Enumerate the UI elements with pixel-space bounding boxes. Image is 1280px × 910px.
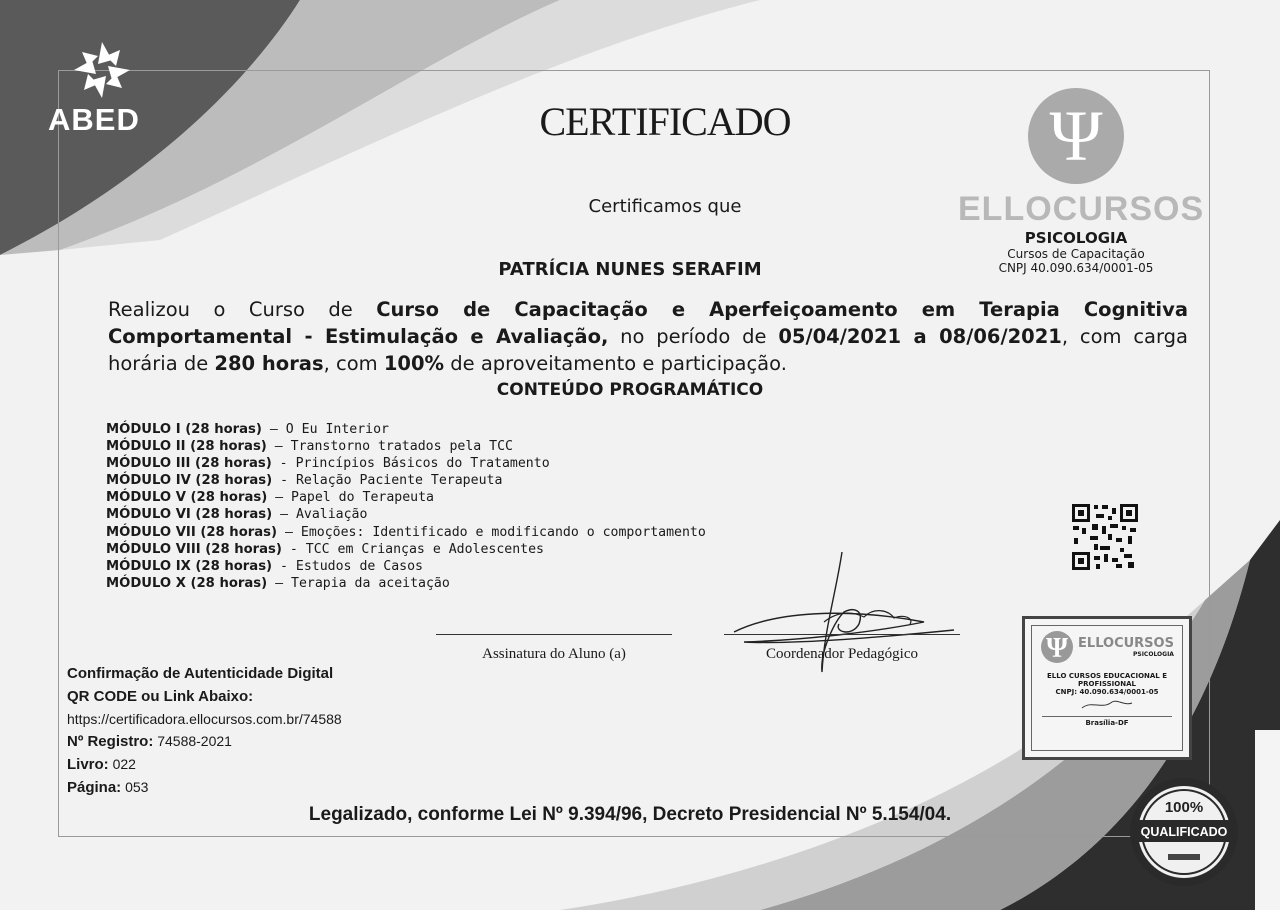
- qr-code-icon[interactable]: [1070, 502, 1140, 572]
- verification-subtitle: QR CODE ou Link Abaixo:: [67, 688, 254, 705]
- period-prefix: no período de: [608, 325, 779, 348]
- student-signature-line: [436, 634, 672, 635]
- module-item: MÓDULO VIII (28 horas) - TCC em Crianças e Adolescentes: [106, 541, 544, 557]
- pagina-value: 053: [125, 779, 149, 795]
- stamp-cnpj: CNPJ: 40.090.634/0001-05: [1055, 688, 1159, 696]
- livro-value: 022: [112, 756, 136, 772]
- ellocursos-logo: [958, 86, 1205, 296]
- registro-label: Nº Registro:: [67, 733, 154, 750]
- stamp-line2: PROFISSIONAL: [1078, 680, 1136, 688]
- utilization-prefix: , com: [323, 352, 384, 375]
- ellocursos-subtitle: Cursos de Capacitação: [1007, 247, 1145, 261]
- svg-text:Ψ: Ψ: [1046, 633, 1068, 664]
- start-date: 05/04/2021: [778, 325, 902, 348]
- certificate-lead: Certificamos que: [588, 196, 742, 217]
- registro-value: 74588-2021: [157, 733, 232, 749]
- stamp-area: PSICOLOGIA: [1132, 651, 1174, 658]
- module-item: MÓDULO II (28 horas) – Transtorno tratados pela TCC: [106, 439, 513, 455]
- module-item: MÓDULO IV (28 horas) - Relação Paciente Terapeuta: [106, 473, 503, 489]
- coordinator-signature-label: Coordenador Pedagógico: [765, 646, 919, 662]
- course-name: Curso de Capacitação e Aperfeiçoamento em Terapia Cognitiva Comportamental - Estimulação e Avaliação,: [108, 298, 1188, 348]
- psi-logo-icon: [1026, 86, 1126, 186]
- utilization-value: 100%: [383, 352, 445, 375]
- student-name: PATRÍCIA NUNES SERAFIM: [498, 259, 762, 280]
- module-item: MÓDULO VI (28 horas) – Avaliação: [106, 507, 368, 523]
- certificate-body: [108, 296, 1188, 377]
- stamp-name: ELLOCURSOS: [1078, 636, 1174, 651]
- pagina-label: Página:: [67, 779, 122, 796]
- ellocursos-name: ELLOCURSOS: [958, 190, 1205, 228]
- date-separator: a: [901, 325, 940, 348]
- module-item: MÓDULO IX (28 horas) - Estudos de Casos: [106, 558, 423, 574]
- utilization-suffix: de aproveitamento e participação.: [444, 352, 787, 375]
- certificate-title: CERTIFICADO: [539, 99, 791, 144]
- module-item: MÓDULO I (28 horas) – O Eu Interior: [106, 422, 389, 437]
- svg-text:100%: 100%: [1164, 799, 1204, 816]
- qualified-seal-icon: [1128, 776, 1240, 888]
- module-list: [106, 421, 806, 592]
- stamp-psi-icon: [1040, 630, 1074, 664]
- livro-label: Livro:: [67, 756, 109, 773]
- ellocursos-area: PSICOLOGIA: [1024, 229, 1128, 247]
- svg-text:Ψ: Ψ: [1049, 96, 1103, 176]
- svg-text:QUALIFICADO: QUALIFICADO: [1140, 825, 1228, 839]
- student-signature-label: Assinatura do Aluno (a): [482, 646, 626, 662]
- hours-prefix: , com carga horária de: [108, 325, 1188, 375]
- end-date: 08/06/2021: [939, 325, 1062, 348]
- verification-block: [67, 662, 487, 799]
- legal-notice: Legalizado, conforme Lei Nº 9.394/96, Decreto Presidencial Nº 5.154/04.: [308, 804, 952, 825]
- module-item: MÓDULO V (28 horas) – Papel do Terapeuta: [106, 490, 434, 506]
- course-hours: 280 horas: [214, 352, 324, 375]
- stamp-signature-icon: [1077, 696, 1137, 714]
- module-item: MÓDULO VII (28 horas) – Emoções: Identificado e modificando o comportamento: [106, 524, 706, 540]
- stamp-line1: ELLO CURSOS EDUCACIONAL E: [1046, 672, 1167, 680]
- module-item: MÓDULO III (28 horas) - Princípios Básicos do Tratamento: [106, 456, 550, 472]
- verification-title: Confirmação de Autenticidade Digital: [67, 665, 334, 682]
- ellocursos-cnpj: CNPJ 40.090.634/0001-05: [998, 261, 1154, 275]
- body-prefix: Realizou o Curso de: [108, 298, 377, 321]
- program-heading: CONTEÚDO PROGRAMÁTICO: [496, 380, 764, 400]
- module-item: MÓDULO X (28 horas) – Terapia da aceitação: [106, 575, 450, 591]
- abed-logo-text: ABED: [48, 102, 140, 137]
- institution-stamp: [1022, 616, 1192, 760]
- coordinator-signature-line: [724, 634, 960, 635]
- verification-link[interactable]: https://certificadora.ellocursos.com.br/74588: [67, 711, 342, 727]
- stamp-city: Brasília-DF: [1085, 719, 1129, 727]
